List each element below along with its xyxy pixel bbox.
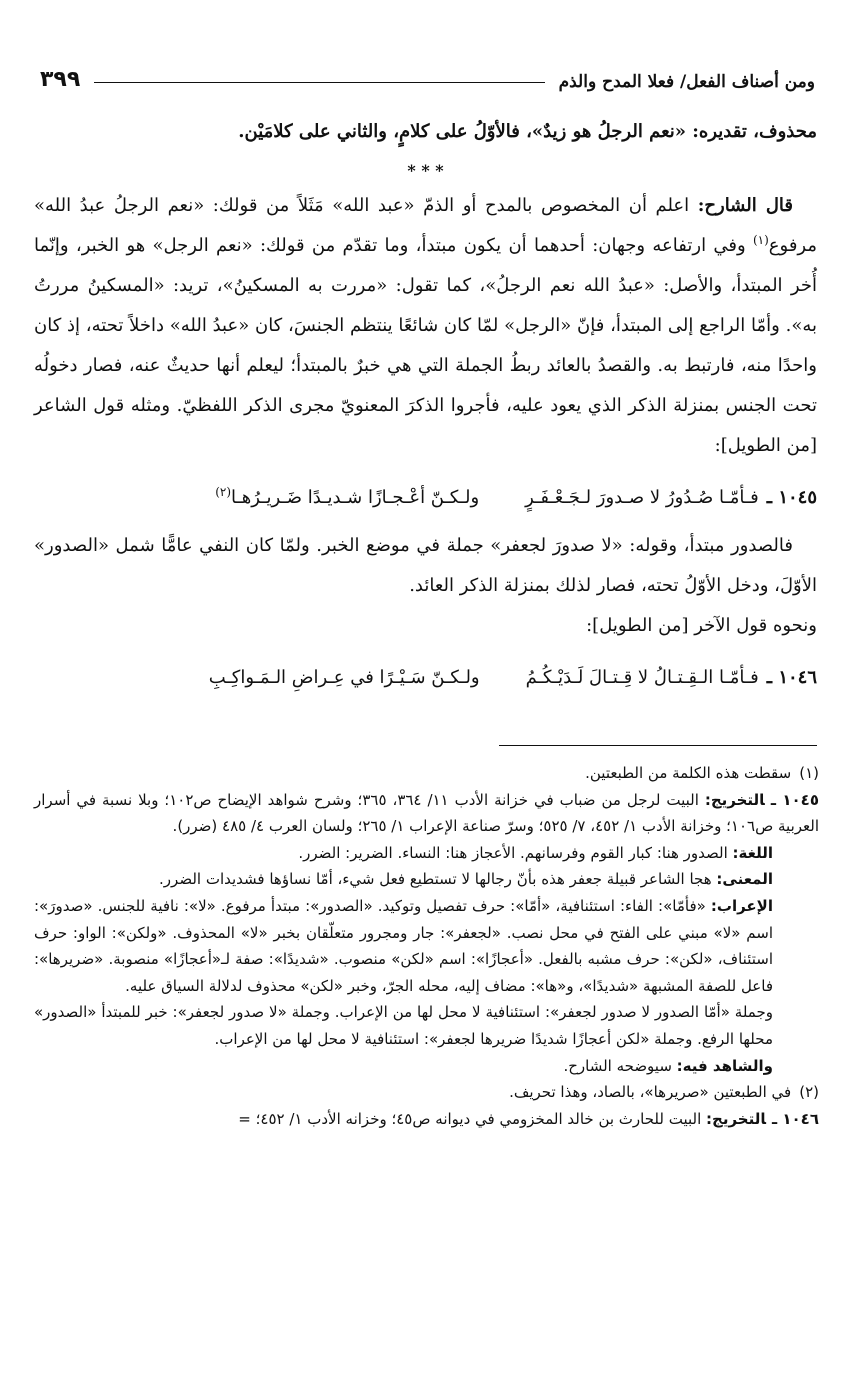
commentator-label: قال الشارح:: [697, 195, 793, 216]
shahid-label: والشاهد فيه:: [676, 1056, 773, 1075]
page-number: ٣٩٩: [40, 67, 81, 92]
verse-hemistich-first: فـأمّـا صُـدُورُ لا صـدورَ لـجَـعْـفَـرٍ: [525, 487, 759, 508]
verse-number: ١٠٤٥ ـ: [766, 487, 817, 508]
verse-hemistich-second: ولـكـنّ سَـيْـرًا في عِـراضِ الـمَـواكِـبِ: [208, 667, 480, 688]
commentary-paragraph: [34, 186, 817, 466]
main-text: [34, 112, 817, 706]
takhrij-label: التخريج:: [704, 790, 765, 809]
note-number: ١٠٤٥ ـ: [770, 790, 819, 809]
note-1046-takhrij: [34, 1106, 819, 1133]
footnotes: [34, 760, 819, 1132]
note-1045-jumla: وجملة «أمّا الصدور لا صدور لجعفر»: استئنافية لا محل لها من الإعراب. وجملة «لا صدور لجعفر»: خبر للمبتدأ «الصدور» محلها الرفع. وجملة «لكن أعجازًا شديدًا ضريرها لجعفر»: استئنافية لا محل لها من الإعراب.: [34, 1003, 773, 1048]
footnote-separator: [499, 745, 817, 746]
note-1045-maana: [34, 866, 819, 893]
footnote-2: [34, 1079, 819, 1106]
running-head: ومن أصناف الفعل/ فعلا المدح والذم: [558, 72, 815, 92]
footnote-marker: (١): [799, 764, 819, 782]
verse-hemistich-second: [215, 478, 479, 518]
footnote-1: [34, 760, 819, 787]
section-separator: * * *: [407, 161, 444, 180]
irab-text: «فأمّا»: الفاء: استئنافية، «أمّا»: حرف تفصيل وتوكيد. «الصدور»: مبتدأ مرفوع. «لا»: نافية للجنس. «صدورَ»: اسم «لا» مبني على الفتح في محل نصب. «لجعفر»: جار ومجرور متعلّقان بخبر «لا» المحذوف. «ولكن»: الواو: حرف استئناف، «لكن»: حرف مشبه بالفعل. «أعجازًا»: اسم «لكن» منصوب. «شديدًا»: صفة لـ«أعجازًا» منصوبة. «ضريرها»: فاعل للصفة المشبهة «شديدًا»، و«ها»: مضاف إليه، محله الجرّ، وخبر «لكن» محذوف لدلالة السياق عليه.: [34, 896, 773, 995]
note-number: ١٠٤٦ ـ: [772, 1109, 819, 1128]
footnote-text: في الطبعتين «صريرها»، بالصاد، وهذا تحريف.: [509, 1083, 792, 1102]
note-1045-shahid: [34, 1053, 819, 1080]
commentary-text-a: اعلم أن المخصوص بالمدح أو الذمّ «عبد الله» مَثَلاً من قولك: «نعم الرجلُ عبدُ الله» مرفوع: [34, 195, 817, 256]
maana-label: المعنى:: [716, 870, 773, 889]
takhrij-text: البيت للحارث بن خالد المخزومي في ديوانه ص٤٥؛ وخزانه الأدب ١/ ٤٥٢؛ =: [238, 1109, 707, 1128]
explanation-paragraph: فالصدور مبتدأ، وقوله: «لا صدورَ لجعفر» جملة في موضع الخبر. ولمّا كان النفي عامًّا شمل «الصدور» الأوّلَ، ودخل الأوّلُ تحته، فصار لذلك بمنزلة الذكر العائد.: [34, 535, 817, 596]
footnote-ref-1: (١): [752, 233, 769, 247]
commentary-text-b: وفي ارتفاعه وجهان: أحدهما أن يكون مبتدأ، وما تقدّم من قولك: «نعم الرجل» هو الخبر، وإنّما أُخر المبتدأ، والأصل: «عبدُ الله نعم الرجلُ»، كما تقول: «مررت به المسكينُ»، تريد: «المسكينُ مررتُ به». وأمّا الراجع إلى المبتدأ، فإنّ «الرجل» لمّا كان شائعًا ينتظم الجنسَ، كان «عبدُ الله» داخلاً تحته، إذ كان واحدًا منه، فارتبط به. والقصدُ بالعائد ربطُ الجملة التي هي خبرٌ بالمبتدأ؛ ليعلم أنها حديثٌ عنه، فصار دخولُه تحت الجنس بمنزلة الذكر الذي يعود عليه، فأجروا الذكرَ المعنويّ مجرى الذكر اللفظيّ. ومثله قول الشاعر [من الطويل]:: [34, 235, 817, 456]
note-1045-takhrij: [34, 787, 819, 840]
note-1045-lugha: [34, 840, 819, 867]
footnote-ref-2: (٢): [215, 485, 232, 499]
verse-hemistich-first: فـأمّـا الـقِـتـالُ لا قِـتـالَ لَـدَيْـكُـمُ: [525, 667, 759, 688]
footnote-text: سقطت هذه الكلمة من الطبعتين.: [585, 764, 792, 782]
verse-hemistich-second-text: ولـكـنّ أعْـجـازًا شـديـدًا ضَـريـرُهـا: [231, 487, 480, 508]
verse-1045: [34, 478, 817, 518]
maana-text: هجا الشاعر قبيلة جعفر هذه بأنّ رجالها لا تستطيع فعل شيء، أمّا نساؤها فشديدات الضرر.: [159, 870, 717, 889]
verse-1046: [34, 658, 817, 698]
opening-line: محذوف، تقديره: «نعم الرجلُ هو زيدٌ»، فالأوّلُ على كلامٍ، والثاني على كلامَيْن.: [238, 121, 817, 142]
shahid-text: سيوضحه الشارح.: [563, 1056, 677, 1075]
page-header: [40, 52, 815, 92]
transition-line: ونحوه قول الآخر [من الطويل]:: [586, 615, 817, 636]
takhrij-text: البيت لرجل من ضباب في خزانة الأدب ١١/ ٣٦٤، ٣٦٥؛ وشرح شواهد الإيضاح ص١٠٢؛ وبلا نسبة في أسرار العربية ص١٠٦؛ وخزانة الأدب ١/ ٤٥٢، ٧/ ٥٢٥؛ وسرّ صناعة الإعراب ١/ ٢٦٥؛ ولسان العرب ٤/ ٤٨٥ (ضرر).: [34, 790, 819, 836]
takhrij-label: التخريج:: [706, 1109, 767, 1128]
lugha-text: الصدور هنا: كبار القوم وفرسانهم. الأعجاز هنا: النساء. الضرير: الضرر.: [298, 843, 733, 862]
header-rule: [94, 82, 544, 83]
verse-number: ١٠٤٦ ـ: [766, 667, 817, 688]
lugha-label: اللغة:: [732, 843, 773, 862]
note-1045-irab: [34, 893, 819, 999]
irab-label: الإعراب:: [710, 896, 773, 915]
footnote-marker: (٢): [799, 1083, 819, 1102]
